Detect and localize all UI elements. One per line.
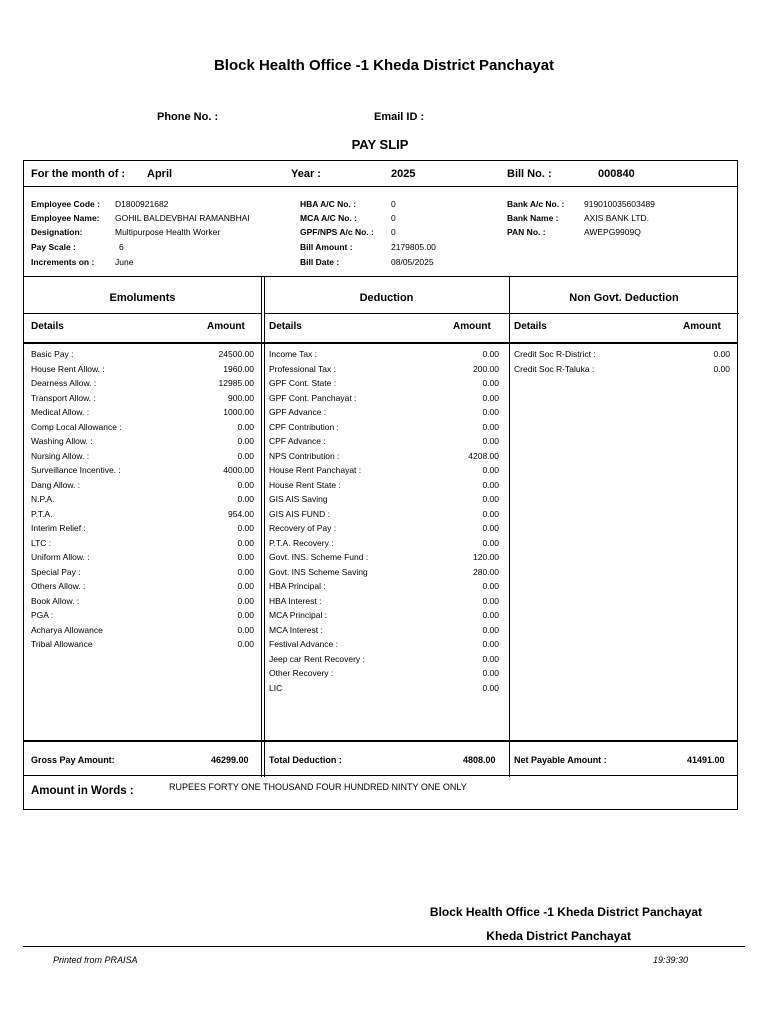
email-label: Email ID : (374, 111, 425, 123)
non-govt-amount-header: Amount (683, 321, 721, 332)
mca-label: MCA A/C No. : (300, 213, 357, 223)
row-label: Festival Advance : (269, 639, 338, 649)
month-label: For the month of : (31, 168, 126, 180)
bill-date: 08/05/2025 (391, 257, 434, 267)
bill-amount-label: Bill Amount : (300, 242, 353, 252)
emoluments-details-header: Details (31, 321, 64, 332)
bank-name: AXIS BANK LTD. (584, 213, 650, 223)
designation-label: Designation: (31, 227, 83, 237)
bank-ac: 919010035603489 (584, 199, 655, 209)
row-label: Book Allow. : (31, 595, 80, 606)
pay-table (23, 276, 738, 776)
bill-no-value: 000840 (598, 168, 635, 180)
employee-name: GOHIL BALDEVBHAI RAMANBHAI (115, 213, 250, 223)
row-amount: 0.00 (237, 537, 254, 548)
row-label: GIS AIS Saving (269, 494, 328, 504)
bank-ac-label: Bank A/c No. : (507, 199, 565, 209)
row-label: GPF Cont. Panchayat : (269, 392, 357, 403)
row-label: N.P.A. (31, 494, 55, 504)
row-amount: 0.00 (482, 421, 499, 432)
row-amount: 4208.00 (468, 450, 499, 461)
row-amount: 200.00 (473, 363, 499, 374)
column-divider (261, 277, 262, 777)
gpf-value: 0 (391, 227, 396, 237)
row-amount: 0.00 (237, 639, 254, 649)
row-amount: 1960.00 (223, 363, 254, 374)
column-divider (509, 277, 510, 777)
row-label: LIC (269, 682, 283, 693)
row-label: LTC : (31, 537, 52, 548)
totals-rule (24, 741, 737, 742)
row-amount: 0.00 (482, 349, 499, 359)
gross-pay-amount: 46299.00 (211, 755, 249, 765)
total-deduction-label: Total Deduction : (269, 755, 342, 765)
net-payable-label: Net Payable Amount : (514, 755, 607, 765)
bill-no-label: Bill No. : (507, 168, 552, 180)
amount-in-words-text: RUPEES FORTY ONE THOUSAND FOUR HUNDRED NINTY ONE ONLY (169, 782, 467, 792)
year-label: Year : (291, 168, 321, 180)
print-time: 19:39:30 (653, 955, 689, 965)
employee-name-label: Employee Name: (31, 213, 100, 223)
row-amount: 0.00 (482, 436, 499, 446)
signature-office: Block Health Office -1 Kheda District Panchayat (429, 905, 702, 919)
row-amount: 0.00 (482, 494, 499, 504)
deduction-heading: Deduction (359, 292, 414, 304)
row-label: House Rent Panchayat : (269, 465, 362, 475)
row-label: Nursing Allow. : (31, 450, 90, 461)
row-label: Govt. INS Scheme Saving (269, 566, 368, 577)
row-amount: 0.00 (482, 465, 499, 475)
row-amount: 0.00 (237, 624, 254, 635)
row-amount: 0.00 (482, 624, 499, 635)
emoluments-amount-header: Amount (207, 321, 245, 332)
row-amount: 0.00 (482, 610, 499, 620)
row-label: Income Tax : (269, 349, 318, 359)
row-label: HBA Principal : (269, 581, 326, 591)
row-amount: 0.00 (713, 363, 730, 374)
row-label: Special Pay : (31, 566, 81, 577)
row-label: Other Recovery : (269, 668, 334, 678)
row-label: HBA Interest : (269, 595, 322, 606)
row-label: Basic Pay : (31, 349, 74, 359)
row-label: GPF Cont. State : (269, 378, 337, 388)
net-payable-amount: 41491.00 (687, 755, 725, 765)
row-amount: 0.00 (237, 552, 254, 562)
gross-pay-label: Gross Pay Amount: (31, 755, 115, 765)
row-label: Credit Soc R-District : (514, 349, 596, 359)
row-amount: 0.00 (482, 639, 499, 649)
row-label: Dang Allow. : (31, 479, 81, 490)
year-value: 2025 (391, 168, 416, 180)
row-label: Others Allow. : (31, 581, 86, 591)
mca-value: 0 (391, 213, 396, 223)
row-amount: 0.00 (237, 523, 254, 533)
header-rule (24, 313, 261, 314)
row-label: GIS AIS FUND : (269, 508, 330, 519)
gpf-label: GPF/NPS A/c No. : (300, 227, 374, 237)
phone-label: Phone No. : (157, 111, 219, 123)
bill-date-label: Bill Date : (300, 257, 340, 267)
subheader-rule (24, 343, 737, 344)
row-amount: 0.00 (482, 668, 499, 678)
row-label: Uniform Allow. : (31, 552, 90, 562)
month-bar (23, 160, 738, 187)
total-deduction-amount: 4808.00 (463, 755, 496, 765)
increments-label: Increments on : (31, 257, 95, 267)
row-label: GPF Advance : (269, 407, 327, 417)
row-label: CPF Contribution : (269, 421, 339, 432)
row-label: Surveillance Incentive. : (31, 465, 121, 475)
row-amount: 0.00 (237, 436, 254, 446)
row-amount: 0.00 (482, 392, 499, 403)
row-label: Acharya Allowance (31, 624, 103, 635)
row-label: P.T.A. Recovery : (269, 537, 334, 548)
pan-value: AWEPG9909Q (584, 227, 641, 237)
header-rule (509, 313, 739, 314)
row-amount: 24500.00 (218, 349, 254, 359)
row-amount: 0.00 (482, 523, 499, 533)
deduction-details-header: Details (269, 321, 302, 332)
column-divider (264, 277, 265, 777)
amount-in-words-label: Amount in Words : (31, 785, 134, 797)
hba-value: 0 (391, 199, 396, 209)
footer-rule (23, 946, 745, 947)
bank-name-label: Bank Name : (507, 213, 559, 223)
designation: Multipurpose Health Worker (115, 227, 221, 237)
row-label: NPS Contribution : (269, 450, 340, 461)
row-label: Washing Allow. : (31, 436, 93, 446)
row-amount: 0.00 (237, 566, 254, 577)
row-label: Tribal Allowance (31, 639, 93, 649)
row-amount: 0.00 (482, 595, 499, 606)
bill-amount: 2179805.00 (391, 242, 436, 252)
row-amount: 0.00 (482, 537, 499, 548)
increments: June (115, 257, 134, 267)
header-rule (264, 313, 509, 314)
row-amount: 0.00 (237, 421, 254, 432)
amount-in-words-box (23, 775, 738, 810)
row-label: Recovery of Pay : (269, 523, 337, 533)
row-amount: 0.00 (237, 595, 254, 606)
signature-panchayat: Kheda District Panchayat (486, 929, 631, 943)
row-label: Medical Allow. : (31, 407, 90, 417)
deduction-amount-header: Amount (453, 321, 491, 332)
row-amount: 4000.00 (223, 465, 254, 475)
row-amount: 0.00 (237, 450, 254, 461)
row-amount: 0.00 (237, 610, 254, 620)
month-value: April (147, 168, 173, 180)
row-label: Professional Tax : (269, 363, 336, 374)
row-label: Govt. INS. Scheme Fund : (269, 552, 369, 562)
row-amount: 0.00 (237, 479, 254, 490)
row-label: MCA Interest : (269, 624, 323, 635)
row-amount: 0.00 (237, 581, 254, 591)
row-amount: 0.00 (482, 653, 499, 664)
row-label: Interim Relief : (31, 523, 86, 533)
non-govt-details-header: Details (514, 321, 547, 332)
row-label: Dearness Allow. : (31, 378, 97, 388)
office-title: Block Health Office -1 Kheda District Panchayat (213, 57, 555, 74)
printed-from: Printed from PRAISA (53, 955, 138, 965)
employee-code: D1800921682 (115, 199, 169, 209)
employee-code-label: Employee Code : (31, 199, 100, 209)
row-amount: 0.00 (482, 407, 499, 417)
row-amount: 0.00 (482, 682, 499, 693)
pay-scale: 6 (119, 242, 124, 252)
row-amount: 0.00 (482, 508, 499, 519)
pan-label: PAN No. : (507, 227, 546, 237)
emoluments-heading: Emoluments (109, 292, 176, 304)
row-label: House Rent Allow. : (31, 363, 105, 374)
row-label: Comp Local Allowance : (31, 421, 122, 432)
row-label: Transport Allow. : (31, 392, 96, 403)
pay-scale-label: Pay Scale : (31, 242, 76, 252)
hba-label: HBA A/C No. : (300, 199, 357, 209)
row-label: MCA Principal : (269, 610, 328, 620)
non-govt-deduction-heading: Non Govt. Deduction (569, 292, 679, 304)
row-label: Jeep car Rent Recovery : (269, 653, 365, 664)
row-amount: 0.00 (482, 378, 499, 388)
row-amount: 12985.00 (218, 378, 254, 388)
row-label: House Rent State : (269, 479, 341, 490)
row-label: Credit Soc R-Taluka : (514, 363, 595, 374)
row-amount: 0.00 (482, 581, 499, 591)
row-amount: 120.00 (473, 552, 499, 562)
row-amount: 0.00 (237, 494, 254, 504)
employee-details (23, 186, 738, 277)
row-amount: 0.00 (713, 349, 730, 359)
row-label: P.T.A. (31, 508, 53, 519)
row-amount: 1000.00 (223, 407, 254, 417)
row-label: PGA : (31, 610, 54, 620)
row-amount: 0.00 (482, 479, 499, 490)
row-amount: 900.00 (228, 392, 254, 403)
row-label: CPF Advance : (269, 436, 326, 446)
pay-slip-heading: PAY SLIP (351, 137, 409, 152)
row-amount: 280.00 (473, 566, 499, 577)
row-amount: 954.00 (228, 508, 254, 519)
